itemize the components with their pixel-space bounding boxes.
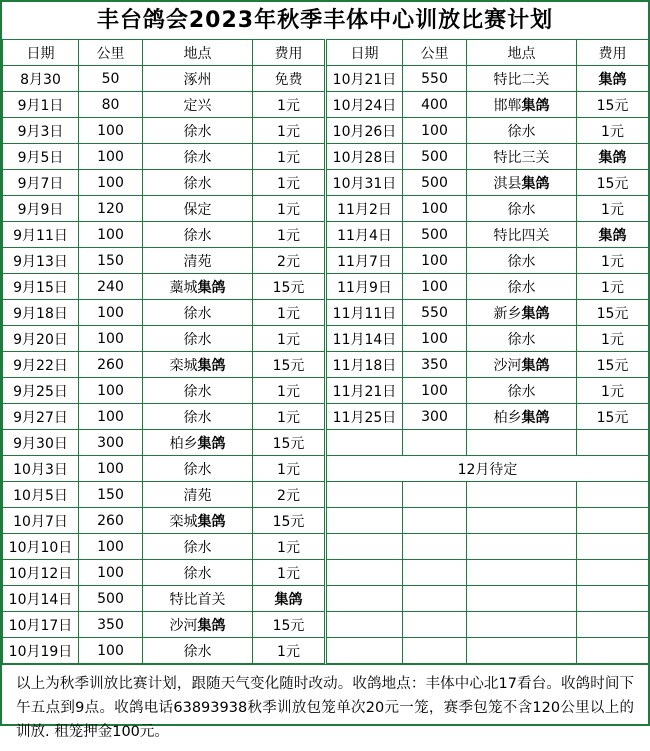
cell-km: 100 (403, 378, 467, 404)
cell-date: 9月25日 (3, 378, 79, 404)
cell-fee: 15元 (577, 352, 649, 378)
cell-fee: 集鸽 (253, 586, 325, 612)
cell-km: 80 (79, 92, 143, 118)
december-pending-note: 12月待定 (327, 456, 649, 482)
cell-km: 100 (79, 404, 143, 430)
cell-date: 10月19日 (3, 638, 79, 664)
cell-place: 清苑 (143, 248, 253, 274)
table-row (3, 352, 649, 378)
cell-km: 350 (79, 612, 143, 638)
cell-place: 沙河集鸽 (143, 612, 253, 638)
table-row (3, 144, 649, 170)
cell-fee (577, 586, 649, 612)
cell-place (467, 430, 577, 456)
cell-km: 300 (403, 404, 467, 430)
cell-place: 柏乡集鸽 (143, 430, 253, 456)
page-title: 丰台鸽会2023年秋季丰体中心训放比赛计划 (96, 8, 554, 33)
cell-date (327, 482, 403, 508)
cell-date: 10月7日 (3, 508, 79, 534)
cell-km: 240 (79, 274, 143, 300)
cell-fee: 免费 (253, 66, 325, 92)
cell-date: 10月10日 (3, 534, 79, 560)
header-place-left: 地点 (143, 40, 253, 66)
cell-km: 100 (79, 534, 143, 560)
cell-place (467, 638, 577, 664)
cell-km: 100 (79, 144, 143, 170)
cell-date: 10月21日 (327, 66, 403, 92)
cell-date: 9月13日 (3, 248, 79, 274)
cell-km: 100 (79, 170, 143, 196)
cell-km: 100 (79, 456, 143, 482)
cell-date (327, 430, 403, 456)
cell-fee: 1元 (577, 326, 649, 352)
cell-place: 特比四关 (467, 222, 577, 248)
cell-km: 100 (79, 638, 143, 664)
header-date-right: 日期 (327, 40, 403, 66)
cell-place: 栾城集鸽 (143, 508, 253, 534)
cell-date: 9月9日 (3, 196, 79, 222)
cell-place: 徐水 (143, 404, 253, 430)
collect-label: 集鸽 (197, 357, 226, 374)
cell-fee: 1元 (253, 300, 325, 326)
cell-date: 9月20日 (3, 326, 79, 352)
cell-km: 100 (79, 326, 143, 352)
cell-fee: 1元 (253, 118, 325, 144)
cell-fee: 2元 (253, 482, 325, 508)
cell-date: 9月11日 (3, 222, 79, 248)
header-place-right: 地点 (467, 40, 577, 66)
table-row (3, 92, 649, 118)
cell-place: 保定 (143, 196, 253, 222)
cell-place: 藁城集鸽 (143, 274, 253, 300)
cell-place: 徐水 (143, 222, 253, 248)
cell-date: 10月12日 (3, 560, 79, 586)
cell-km: 550 (403, 300, 467, 326)
cell-km (403, 560, 467, 586)
table-row (3, 378, 649, 404)
cell-place (467, 586, 577, 612)
collect-label: 集鸽 (197, 617, 226, 634)
collect-label: 集鸽 (521, 357, 550, 374)
cell-km: 260 (79, 508, 143, 534)
cell-date: 11月4日 (327, 222, 403, 248)
cell-date (327, 586, 403, 612)
cell-place: 栾城集鸽 (143, 352, 253, 378)
cell-km (403, 482, 467, 508)
table-row (3, 560, 649, 586)
cell-date: 10月17日 (3, 612, 79, 638)
cell-date: 11月7日 (327, 248, 403, 274)
cell-fee: 1元 (253, 326, 325, 352)
cell-km: 550 (403, 66, 467, 92)
table-header (3, 40, 649, 66)
cell-date (327, 612, 403, 638)
table-row (3, 534, 649, 560)
header-fee-right: 费用 (577, 40, 649, 66)
collect-label: 集鸽 (521, 97, 550, 114)
table-row (3, 118, 649, 144)
cell-km (403, 430, 467, 456)
cell-fee (577, 430, 649, 456)
cell-km: 350 (403, 352, 467, 378)
cell-place (467, 534, 577, 560)
cell-date: 11月14日 (327, 326, 403, 352)
table-row (3, 612, 649, 638)
cell-place: 清苑 (143, 482, 253, 508)
table-row (3, 300, 649, 326)
collect-label: 集鸽 (197, 279, 226, 296)
cell-km (403, 586, 467, 612)
cell-km (403, 508, 467, 534)
table-row (3, 482, 649, 508)
cell-km: 100 (403, 274, 467, 300)
table-row (3, 248, 649, 274)
cell-place: 特比二关 (467, 66, 577, 92)
cell-fee: 15元 (253, 352, 325, 378)
cell-place: 淇县集鸽 (467, 170, 577, 196)
header-km-left: 公里 (79, 40, 143, 66)
cell-date: 10月28日 (327, 144, 403, 170)
cell-fee: 1元 (253, 560, 325, 586)
collect-label: 集鸽 (197, 435, 226, 452)
cell-fee: 1元 (253, 170, 325, 196)
collect-label: 集鸽 (521, 175, 550, 192)
cell-place: 定兴 (143, 92, 253, 118)
cell-place: 徐水 (467, 378, 577, 404)
cell-date: 10月3日 (3, 456, 79, 482)
cell-place: 特比首关 (143, 586, 253, 612)
cell-place (467, 612, 577, 638)
cell-date: 11月2日 (327, 196, 403, 222)
cell-fee: 15元 (577, 170, 649, 196)
cell-place: 徐水 (467, 118, 577, 144)
cell-place: 徐水 (143, 326, 253, 352)
table-body (3, 66, 649, 664)
cell-km: 260 (79, 352, 143, 378)
cell-km: 500 (403, 222, 467, 248)
cell-km: 500 (403, 170, 467, 196)
cell-fee: 15元 (577, 92, 649, 118)
cell-date (327, 560, 403, 586)
cell-place (467, 482, 577, 508)
cell-place: 特比三关 (467, 144, 577, 170)
cell-place: 邯郸集鸽 (467, 92, 577, 118)
cell-date: 10月31日 (327, 170, 403, 196)
cell-fee: 15元 (253, 274, 325, 300)
cell-fee: 15元 (253, 430, 325, 456)
cell-date (327, 534, 403, 560)
cell-fee: 1元 (253, 456, 325, 482)
cell-fee: 1元 (577, 248, 649, 274)
cell-date: 9月27日 (3, 404, 79, 430)
cell-km: 500 (79, 586, 143, 612)
table-row (3, 430, 649, 456)
cell-place: 徐水 (143, 170, 253, 196)
cell-place: 徐水 (467, 274, 577, 300)
collect-label: 集鸽 (521, 305, 550, 322)
cell-fee: 1元 (253, 222, 325, 248)
table-row (3, 404, 649, 430)
cell-fee: 15元 (577, 300, 649, 326)
cell-km: 300 (79, 430, 143, 456)
cell-fee: 1元 (577, 118, 649, 144)
table-row (3, 326, 649, 352)
table-row (3, 586, 649, 612)
collect-label: 集鸽 (197, 513, 226, 530)
cell-date: 9月15日 (3, 274, 79, 300)
footer-note: 以上为秋季训放比赛计划，跟随天气变化随时改动。收鸽地点：丰体中心北17看台。收鸽时间下午五点到9点。收鸽电话63893938秋季训放包笼单次20元一笼，赛季包笼不含120公里以上的训放. 租笼押金100元。 (2, 664, 648, 751)
cell-place: 徐水 (467, 248, 577, 274)
cell-fee (577, 638, 649, 664)
cell-fee: 15元 (253, 508, 325, 534)
cell-place: 徐水 (467, 326, 577, 352)
cell-fee: 1元 (253, 196, 325, 222)
collect-label: 集鸽 (521, 409, 550, 426)
cell-fee (577, 482, 649, 508)
cell-date: 11月18日 (327, 352, 403, 378)
table-row (3, 196, 649, 222)
cell-fee: 1元 (253, 638, 325, 664)
cell-place: 徐水 (143, 144, 253, 170)
cell-km: 50 (79, 66, 143, 92)
cell-km: 100 (403, 248, 467, 274)
table-row (3, 456, 649, 482)
cell-fee: 1元 (253, 144, 325, 170)
cell-km (403, 612, 467, 638)
cell-date: 8月30 (3, 66, 79, 92)
cell-fee: 2元 (253, 248, 325, 274)
cell-fee: 集鸽 (577, 144, 649, 170)
cell-date: 9月5日 (3, 144, 79, 170)
cell-km: 100 (403, 326, 467, 352)
cell-place: 徐水 (143, 638, 253, 664)
cell-place: 徐水 (143, 300, 253, 326)
cell-km: 100 (79, 222, 143, 248)
cell-km (403, 638, 467, 664)
table-row (3, 274, 649, 300)
table-row (3, 508, 649, 534)
cell-km: 100 (403, 118, 467, 144)
cell-place: 柏乡集鸽 (467, 404, 577, 430)
cell-place: 徐水 (143, 118, 253, 144)
cell-fee: 1元 (577, 196, 649, 222)
cell-fee: 1元 (577, 274, 649, 300)
cell-date: 10月5日 (3, 482, 79, 508)
cell-place: 徐水 (143, 378, 253, 404)
cell-km: 100 (79, 378, 143, 404)
cell-fee (577, 534, 649, 560)
cell-km: 400 (403, 92, 467, 118)
cell-date: 9月18日 (3, 300, 79, 326)
table-row (3, 66, 649, 92)
cell-fee: 集鸽 (577, 222, 649, 248)
cell-date: 10月14日 (3, 586, 79, 612)
cell-date: 11月21日 (327, 378, 403, 404)
cell-date: 9月7日 (3, 170, 79, 196)
cell-km: 150 (79, 248, 143, 274)
cell-date: 10月24日 (327, 92, 403, 118)
cell-fee (577, 612, 649, 638)
cell-date: 11月25日 (327, 404, 403, 430)
cell-date: 9月1日 (3, 92, 79, 118)
cell-km: 120 (79, 196, 143, 222)
cell-place: 沙河集鸽 (467, 352, 577, 378)
cell-place (467, 560, 577, 586)
schedule-table (2, 39, 649, 664)
cell-fee: 15元 (577, 404, 649, 430)
cell-place: 徐水 (143, 456, 253, 482)
header-km-right: 公里 (403, 40, 467, 66)
cell-date (327, 508, 403, 534)
header-fee-left: 费用 (253, 40, 325, 66)
cell-place: 徐水 (467, 196, 577, 222)
cell-date: 9月30日 (3, 430, 79, 456)
cell-fee: 1元 (253, 378, 325, 404)
cell-date: 11月9日 (327, 274, 403, 300)
cell-fee (577, 560, 649, 586)
cell-fee: 1元 (253, 534, 325, 560)
cell-date: 9月3日 (3, 118, 79, 144)
cell-place: 涿州 (143, 66, 253, 92)
cell-place (467, 508, 577, 534)
cell-km: 150 (79, 482, 143, 508)
header-row (3, 40, 649, 66)
cell-km: 100 (79, 560, 143, 586)
cell-fee (577, 508, 649, 534)
cell-date: 11月11日 (327, 300, 403, 326)
cell-km (403, 534, 467, 560)
cell-fee: 1元 (253, 404, 325, 430)
cell-fee: 15元 (253, 612, 325, 638)
header-date-left: 日期 (3, 40, 79, 66)
cell-fee: 1元 (253, 92, 325, 118)
cell-place: 徐水 (143, 534, 253, 560)
cell-fee: 1元 (577, 378, 649, 404)
cell-km: 100 (79, 300, 143, 326)
table-row (3, 222, 649, 248)
cell-km: 100 (403, 196, 467, 222)
cell-fee: 集鸽 (577, 66, 649, 92)
table-row (3, 170, 649, 196)
cell-place: 徐水 (143, 560, 253, 586)
cell-date (327, 638, 403, 664)
cell-date: 9月22日 (3, 352, 79, 378)
cell-km: 100 (79, 118, 143, 144)
cell-date: 10月26日 (327, 118, 403, 144)
table-row (3, 638, 649, 664)
cell-place: 新乡集鸽 (467, 300, 577, 326)
cell-km: 500 (403, 144, 467, 170)
